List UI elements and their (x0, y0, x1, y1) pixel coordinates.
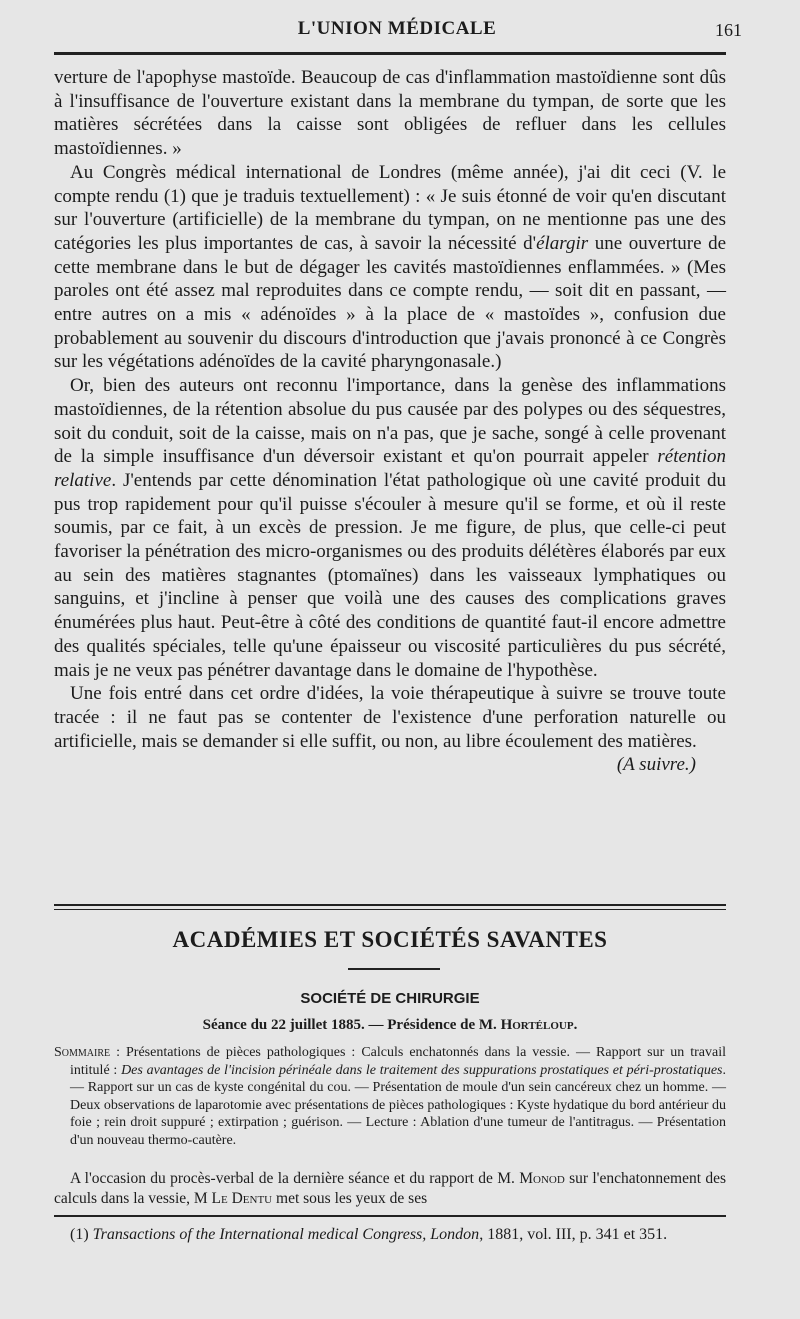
summary-label: Sommaire (54, 1045, 111, 1060)
summary-emphasis: Des avantages de l'incision périnéale dans le traitement des suppurations prostatiques et péri-prostatiques (121, 1062, 723, 1078)
header-rule (54, 52, 726, 55)
page-number: 161 (715, 20, 742, 40)
footnote-marker: (1) (70, 1226, 89, 1243)
society-name: SOCIÉTÉ DE CHIRURGIE (300, 990, 480, 1007)
paragraph-3: Or, bien des auteurs ont reconnu l'importance, dans la genèse des inflammations mastoïdiennes, de la rétention absolue du pus causée par des polypes ou des séquestres, soit du conduit, soit de la caisse, mais on n'a pas, que je sache, songé à celle provenant de la simple insuffisance d'un déversoir existant et qu'on pourrait appeler rétention relative. J'entends par cette dénomination l'état pathologique où une cavité produit du pus trop rapidement pour qu'il puisse s'écouler à mesure qu'il se forme, et où il reste soumis, par ce fait, à un excès de pression. Je me figure, de plus, que celle-ci peut favoriser la pénétration des micro-organismes ou des produits délétères élaborés par eux au sein des matières stagnantes (ptomaïnes) dans les vaisseaux lymphatiques ou sanguins, et j'incline à penser que voilà une des causes des complications graves énumérées plus haut. Peut-être à côté des conditions de quantité faut-il encore admettre des qualités spéciales, telle qu'une épaisseur ou viscosité particulières du pus sécrété, mais je ne veux pas pénétrer davantage dans le domaine de l'hypothèse. (54, 375, 726, 681)
session-line: Séance du 22 juillet 1885. — Présidence de M. Hortéloup. (202, 1017, 578, 1033)
main-text (54, 66, 726, 777)
name-le-dentu: Le Dentu (211, 1190, 273, 1207)
paragraph-2: Au Congrès médical international de Londres (même année), j'ai dit ceci (V. le compte rendu (1) que je traduis textuellement) : « Je suis étonné de voir qu'en discutant sur l'ouverture (artificielle) de la membrane du tympan, on ne mentionne pas une des catégories les plus importantes de cas, à savoir la nécessité d'élargir une ouverture de cette membrane dans le but de dégager les cavités mastoïdiennes enflammées. » (Mes paroles ont été assez mal reproduites dans ce compte rendu, — soit dit en passant, — entre autres on a mis « adénoïdes » à la place de « mastoïdes », confusion due probablement au souvenir du discours d'introduction que j'avais prononcé à ce Congrès sur les végétations adénoïdes de la cavité pharyngonasale.) (54, 161, 727, 373)
paragraph-4: Une fois entré dans cet ordre d'idées, la voie thérapeutique à suivre se trouve toute tracée : il ne faut pas se contenter de l'existence d'une perforation naturelle ou artificielle, mais se demander si elle suffit, ou non, au libre écoulement des matières. (A suivre.) (54, 683, 726, 776)
journal-title: L'UNION MÉDICALE (297, 18, 497, 39)
emphasis-elargir: élargir (536, 232, 589, 254)
session-paragraph: A l'occasion du procès-verbal de la dernière séance et du rapport de M. Monod sur l'enchatonnement des calculs dans la vessie, M Le Dentu met sous les yeux de ses (54, 1170, 726, 1207)
footnote-rule (54, 1215, 726, 1217)
president-name: Hortéloup (500, 1017, 574, 1033)
to-be-continued: (A suivre.) (616, 754, 696, 776)
name-monod: Monod (519, 1170, 565, 1187)
section-title-rule (348, 968, 440, 970)
footnote: (1) Transactions of the International medical Congress, London, 1881, vol. III, p. 341 et 351. (70, 1226, 668, 1243)
running-header (52, 18, 742, 48)
emphasis-retention-relative: rétention relative (54, 446, 726, 491)
paragraph-1: verture de l'apophyse mastoïde. Beaucoup de cas d'inflammation mastoïdienne sont dûs à l'insuffisance de l'ouverture existant dans la membrane du tympan, de sorte que les matières sécrétées dans la caisse sont obligées de refluer dans les cellules mastoïdiennes. » (54, 67, 726, 160)
footnote-title: Transactions of the International medical Congress, London (92, 1226, 480, 1243)
summary: Sommaire : Présentations de pièces pathologiques : Calculs enchatonnés dans la vessie. — Rapport sur un travail intitulé : Des avantages de l'incision périnéale dans le traitement des suppurations prostatiques et péri-prostatiques. — Rapport sur un cas de kyste congénital du cou. — Présentation de moule d'un sein cancéreux chez un homme. — Deux observations de laparotomie avec présentations de pièces pathologiques : Kyste hydatique du bord antérieur du foie ; rein droit suppuré ; extirpation ; guérison. — Lecture : Ablation d'une tumeur de l'antitragus. — Présentation d'un nouveau thermo-cautère. (54, 1045, 727, 1148)
section-rule-top (54, 904, 726, 906)
section-rule-bottom (54, 909, 726, 910)
section-title: ACADÉMIES ET SOCIÉTÉS SAVANTES (172, 927, 608, 952)
